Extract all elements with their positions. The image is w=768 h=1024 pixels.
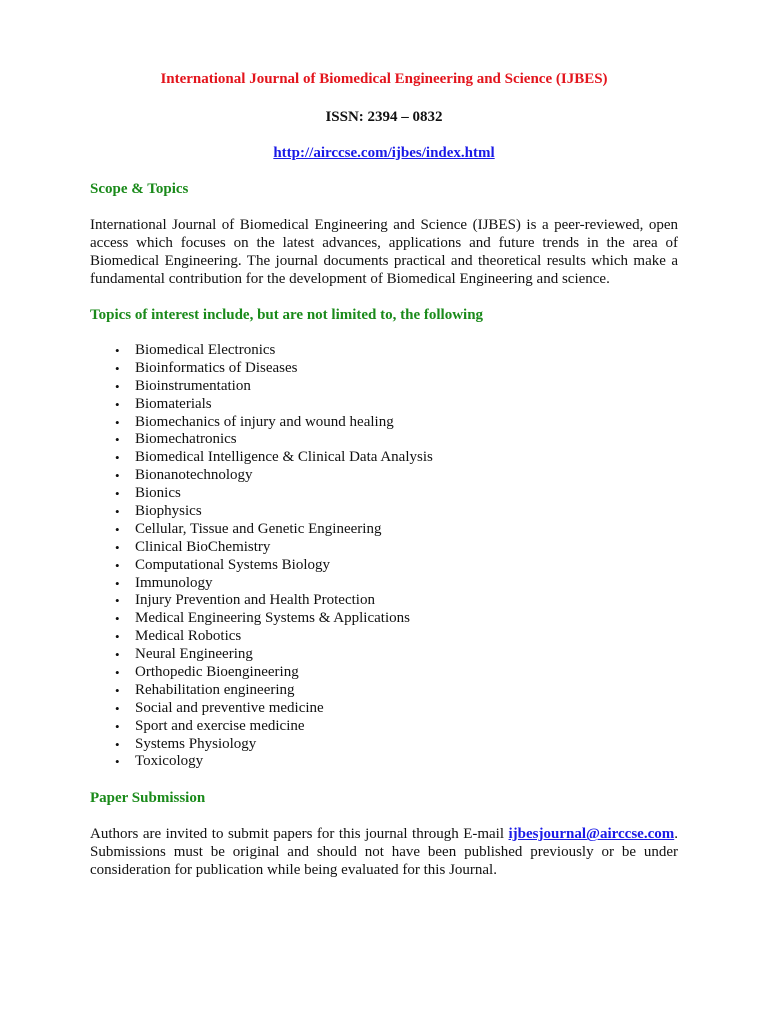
topic-item bbox=[115, 539, 678, 557]
bullet-icon: • bbox=[115, 611, 120, 627]
topic-label: Toxicology bbox=[135, 753, 204, 770]
topic-label: Bioinformatics of Diseases bbox=[135, 359, 298, 376]
topic-item bbox=[115, 592, 678, 610]
topic-item bbox=[115, 485, 678, 503]
bullet-icon: • bbox=[115, 504, 120, 520]
topic-item bbox=[115, 646, 678, 664]
topic-label: Social and preventive medicine bbox=[135, 699, 324, 716]
bullet-icon: • bbox=[115, 629, 120, 645]
topic-item bbox=[115, 521, 678, 539]
topic-label: Systems Physiology bbox=[135, 735, 257, 752]
bullet-icon: • bbox=[115, 396, 120, 412]
bullet-icon: • bbox=[115, 378, 120, 394]
bullet-icon: • bbox=[115, 557, 120, 573]
topic-item bbox=[115, 449, 678, 467]
scope-paragraph: International Journal of Biomedical Engineering and Science (IJBES) is a peer-reviewed, open access which focuses on the latest advances, applications and future trends in the area of Biomedical Engineering. The journal documents practical and theoretical results which make a fundamental contribution for the development of Biomedical Engineering and science. bbox=[90, 217, 678, 287]
bullet-icon: • bbox=[115, 414, 120, 430]
topic-item bbox=[115, 628, 678, 646]
submission-text-after: . Submissions must be original and should not have been published previously or be under consideration for publication while being evaluated for this Journal. bbox=[90, 826, 678, 879]
topic-label: Cellular, Tissue and Genetic Engineering bbox=[135, 520, 382, 537]
topic-label: Rehabilitation engineering bbox=[135, 681, 295, 698]
topic-item bbox=[115, 664, 678, 682]
topic-label: Medical Robotics bbox=[135, 628, 242, 645]
topic-label: Biophysics bbox=[135, 503, 202, 520]
topic-item bbox=[115, 682, 678, 700]
topic-label: Neural Engineering bbox=[135, 646, 253, 663]
submission-email-link[interactable]: ijbesjournal@airccse.com bbox=[508, 826, 675, 843]
topic-item bbox=[115, 700, 678, 718]
topic-label: Injury Prevention and Health Protection bbox=[135, 592, 375, 609]
bullet-icon: • bbox=[115, 432, 120, 448]
topic-label: Biomaterials bbox=[135, 395, 212, 412]
bullet-icon: • bbox=[115, 736, 120, 752]
topic-label: Bioinstrumentation bbox=[135, 377, 251, 394]
topic-item bbox=[115, 378, 678, 396]
topic-label: Bionics bbox=[135, 485, 181, 502]
bullet-icon: • bbox=[115, 539, 120, 555]
bullet-icon: • bbox=[115, 700, 120, 716]
topic-item bbox=[115, 396, 678, 414]
scope-heading: Scope & Topics bbox=[90, 181, 189, 197]
bullet-icon: • bbox=[115, 593, 120, 609]
topic-item bbox=[115, 753, 678, 771]
topic-item bbox=[115, 431, 678, 449]
topic-label: Biomechanics of injury and wound healing bbox=[135, 413, 394, 430]
issn-number: ISSN: 2394 – 0832 bbox=[325, 109, 443, 125]
bullet-icon: • bbox=[115, 468, 120, 484]
topic-label: Orthopedic Bioengineering bbox=[135, 664, 299, 681]
topic-label: Clinical BioChemistry bbox=[135, 538, 271, 555]
bullet-icon: • bbox=[115, 521, 120, 537]
bullet-icon: • bbox=[115, 450, 120, 466]
bullet-icon: • bbox=[115, 486, 120, 502]
bullet-icon: • bbox=[115, 682, 120, 698]
bullet-icon: • bbox=[115, 343, 120, 358]
bullet-icon: • bbox=[115, 360, 120, 376]
topic-label: Immunology bbox=[135, 574, 213, 591]
topic-label: Bionanotechnology bbox=[135, 467, 253, 484]
submission-heading: Paper Submission bbox=[90, 790, 206, 807]
bullet-icon: • bbox=[115, 647, 120, 663]
bullet-icon: • bbox=[115, 665, 120, 681]
submission-paragraph bbox=[90, 825, 678, 879]
topic-item bbox=[115, 610, 678, 628]
topic-label: Medical Engineering Systems & Applications bbox=[135, 610, 410, 627]
topic-item bbox=[115, 342, 678, 360]
topic-label: Sport and exercise medicine bbox=[135, 717, 305, 734]
submission-text-before: Authors are invited to submit papers for this journal through E-mail bbox=[90, 826, 509, 843]
journal-url-link[interactable]: http://airccse.com/ijbes/index.html bbox=[273, 145, 495, 161]
topic-item bbox=[115, 718, 678, 736]
topic-item bbox=[115, 467, 678, 485]
topic-item bbox=[115, 414, 678, 432]
topics-list bbox=[90, 342, 678, 771]
topic-item bbox=[115, 360, 678, 378]
topic-label: Biomedical Intelligence & Clinical Data Analysis bbox=[135, 449, 433, 466]
journal-title: International Journal of Biomedical Engineering and Science (IJBES) bbox=[160, 71, 608, 87]
topic-label: Computational Systems Biology bbox=[135, 556, 331, 573]
topic-item bbox=[115, 575, 678, 593]
topic-item bbox=[115, 557, 678, 575]
bullet-icon: • bbox=[115, 718, 120, 734]
bullet-icon: • bbox=[115, 754, 120, 770]
topics-heading: Topics of interest include, but are not limited to, the following bbox=[90, 307, 484, 323]
topic-item bbox=[115, 503, 678, 521]
topic-item bbox=[115, 736, 678, 754]
bullet-icon: • bbox=[115, 575, 120, 591]
topic-label: Biomechatronics bbox=[135, 431, 237, 448]
topic-label: Biomedical Electronics bbox=[135, 342, 276, 358]
